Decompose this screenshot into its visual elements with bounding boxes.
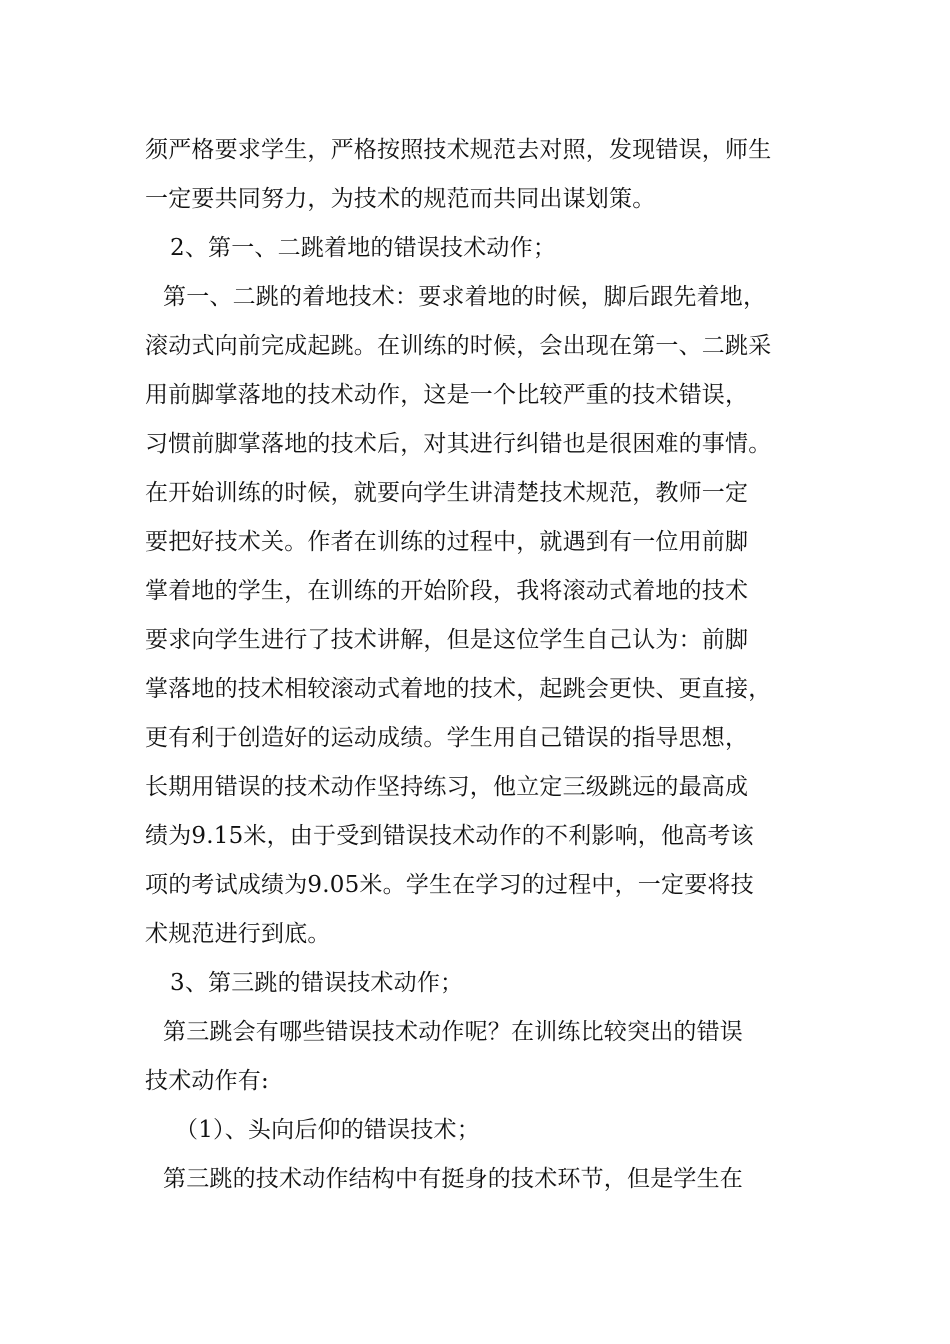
text-line: 长期用错误的技术动作坚持练习，他立定三级跳远的最高成 — [145, 774, 749, 800]
text-line: 第三跳会有哪些错误技术动作呢？在训练比较突出的错误 — [163, 1019, 743, 1045]
text-line: 习惯前脚掌落地的技术后，对其进行纠错也是很困难的事情。 — [145, 431, 772, 457]
text-line: 技术动作有: — [145, 1068, 269, 1094]
section-heading: 2、第一、二跳着地的错误技术动作； — [170, 235, 557, 261]
text-line: 掌着地的学生，在训练的开始阶段，我将滚动式着地的技术 — [145, 578, 749, 604]
section-heading: 3、第三跳的错误技术动作； — [170, 970, 464, 996]
text-line: 用前脚掌落地的技术动作，这是一个比较严重的技术错误， — [145, 382, 749, 408]
text-line: 第一、二跳的着地技术：要求着地的时候，脚后跟先着地， — [163, 284, 767, 310]
text-line: 掌落地的技术相较滚动式着地的技术，起跳会更快、更直接， — [145, 676, 772, 702]
text-line: 术规范进行到底。 — [145, 921, 331, 947]
text-line: 第三跳的技术动作结构中有挺身的技术环节，但是学生在 — [163, 1166, 743, 1192]
text-line: 滚动式向前完成起跳。在训练的时候，会出现在第一、二跳采 — [145, 333, 772, 359]
text-line: 在开始训练的时候，就要向学生讲清楚技术规范，教师一定 — [145, 480, 749, 506]
text-line: 项的考试成绩为9.05米。学生在学习的过程中，一定要将技 — [145, 872, 754, 898]
text-line: 要求向学生进行了技术讲解，但是这位学生自己认为：前脚 — [145, 627, 749, 653]
text-line: 要把好技术关。作者在训练的过程中，就遇到有一位用前脚 — [145, 529, 749, 555]
text-line: 须严格要求学生，严格按照技术规范去对照，发现错误，师生 — [145, 137, 772, 163]
text-line: 绩为9.15米，由于受到错误技术动作的不利影响，他高考该 — [145, 823, 754, 849]
subsection-heading: （1）、头向后仰的错误技术； — [175, 1117, 480, 1143]
text-line: 更有利于创造好的运动成绩。学生用自己错误的指导思想， — [145, 725, 749, 751]
text-line: 一定要共同努力，为技术的规范而共同出谋划策。 — [145, 186, 656, 212]
